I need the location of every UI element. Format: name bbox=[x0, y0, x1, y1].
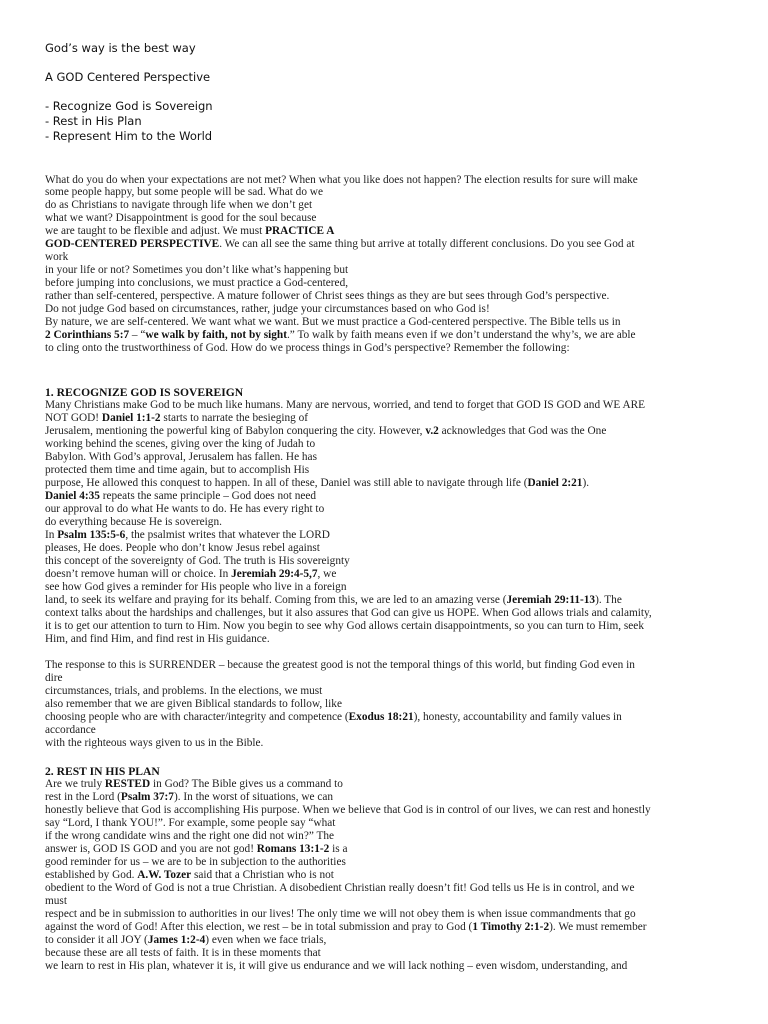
intro-line: Do not judge God based on circumstances, rather, judge your circumstances based on who God is! bbox=[45, 303, 490, 315]
intro-line: some people happy, but some people will be sad. What do we bbox=[45, 186, 323, 198]
section1-line: also remember that we are given Biblical standards to follow, like bbox=[45, 698, 342, 710]
intro-line: By nature, we are self-centered. We want what we want. But we must practice a God-centered perspective. The Bible tells us in bbox=[45, 316, 621, 328]
section2-line: because these are all tests of faith. It is in these moments that bbox=[45, 947, 321, 959]
section1-line: context talks about the hardships and challenges, but it also assures that God can give us HOPE. When God allows trials and calamity, bbox=[45, 607, 652, 619]
section2-line: Are we truly RESTED in God? The Bible gives us a command to bbox=[45, 778, 343, 790]
section-heading: 2. REST IN HIS PLAN bbox=[45, 765, 160, 778]
section2-line: to consider it all JOY (James 1:2-4) even when we face trials, bbox=[45, 934, 327, 946]
section1-line: Jerusalem, mentioning the powerful king of Babylon conquering the city. However, v.2 acknowledges that God was the One bbox=[45, 425, 607, 437]
section1-line: pleases, He does. People who don’t know Jesus rebel against bbox=[45, 542, 320, 554]
intro-line: what we want? Disappointment is good for the soul because bbox=[45, 212, 317, 224]
intro-line: work bbox=[45, 251, 69, 263]
intro-line: in your life or not? Sometimes you don’t like what’s happening but bbox=[45, 264, 349, 276]
section2-line: answer is, GOD IS GOD and you are not god! Romans 13:1-2 is a bbox=[45, 843, 348, 855]
section2-line: against the word of God! After this election, we rest – be in total submission and pray to God (1 Timothy 2:1-2). We must remember bbox=[45, 921, 647, 933]
section1-line: Him, and find Him, and find rest in His guidance. bbox=[45, 633, 270, 645]
section1-line: Babylon. With God’s approval, Jerusalem has fallen. He has bbox=[45, 451, 317, 463]
intro-line: do as Christians to navigate through life when we don’t get bbox=[45, 199, 313, 211]
section2-line: honestly believe that God is accomplishing His purpose. When we believe that God is in control of our lives, we can rest and honestly bbox=[45, 804, 651, 816]
section1-line: choosing people who are with character/integrity and competence (Exodus 18:21), honesty, accountability and family values in bbox=[45, 711, 622, 723]
intro-line: What do you do when your expectations are not met? When what you like does not happen? The election results for sure will make bbox=[45, 174, 638, 186]
section1-line: purpose, He allowed this conquest to happen. In all of these, Daniel was still able to navigate through life (Daniel 2:21). bbox=[45, 477, 590, 489]
outline-item: - Represent Him to the World bbox=[45, 129, 213, 143]
section1-line: accordance bbox=[45, 724, 96, 736]
section1-line: with the righteous ways given to us in the Bible. bbox=[45, 737, 264, 749]
section1-line: do everything because He is sovereign. bbox=[45, 516, 222, 528]
section1-line: it is to get our attention to turn to Him. Now you begin to see why God allows certain disappointments, so you can turn to Him, seek bbox=[45, 620, 644, 632]
section1-line: In Psalm 135:5-6, the psalmist writes that whatever the LORD bbox=[45, 529, 330, 541]
section1-line: working behind the scenes, giving over the king of Judah to bbox=[45, 438, 316, 450]
section1-line: our approval to do what He wants to do. He has every right to bbox=[45, 503, 325, 515]
section2-line: good reminder for us – we are to be in subjection to the authorities bbox=[45, 856, 346, 868]
section1-line: NOT GOD! Daniel 1:1-2 starts to narrate the besieging of bbox=[45, 412, 309, 424]
outline-item: - Recognize God is Sovereign bbox=[45, 99, 213, 113]
section1-line: The response to this is SURRENDER – because the greatest good is not the temporal things of this world, but finding God even in bbox=[45, 659, 635, 671]
section1-line: circumstances, trials, and problems. In the elections, we must bbox=[45, 685, 323, 697]
section1-line: protected them time and time again, but to accomplish His bbox=[45, 464, 310, 476]
section-heading: 1. RECOGNIZE GOD IS SOVEREIGN bbox=[45, 386, 244, 399]
intro-line: GOD-CENTERED PERSPECTIVE. We can all see the same thing but arrive at totally different conclusions. Do you see God at bbox=[45, 238, 635, 250]
section2-line: we learn to rest in His plan, whatever it is, it will give us endurance and we will lack nothing – even wisdom, understanding, and bbox=[45, 960, 628, 972]
intro-line: rather than self-centered, perspective. A mature follower of Christ sees things as they are but sees through God’s perspective. bbox=[45, 290, 610, 302]
document-subtitle: A GOD Centered Perspective bbox=[45, 70, 211, 84]
section1-line: land, to seek its welfare and praying for its behalf. Coming from this, we are led to an amazing verse (Jeremiah 29:11-13). The bbox=[45, 594, 622, 606]
section2-line: must bbox=[45, 895, 67, 907]
section2-line: if the wrong candidate wins and the right one did not win?” The bbox=[45, 830, 335, 842]
section2-line: rest in the Lord (Psalm 37:7). In the worst of situations, we can bbox=[45, 791, 334, 803]
intro-line: before jumping into conclusions, we must practice a God-centered, bbox=[45, 277, 349, 289]
intro-line: to cling onto the trustworthiness of God. How do we process things in God’s perspective? Remember the following: bbox=[45, 342, 570, 354]
section1-line: Many Christians make God to be much like humans. Many are nervous, worried, and tend to forget that GOD IS GOD and WE ARE bbox=[45, 399, 646, 411]
document-title: God’s way is the best way bbox=[45, 41, 196, 55]
section1-line: this concept of the sovereignty of God. The truth is His sovereignty bbox=[45, 555, 350, 567]
outline-item: - Rest in His Plan bbox=[45, 114, 142, 128]
section2-line: obedient to the Word of God is not a true Christian. A disobedient Christian really doesn’t fit! God tells us He is in control, and we bbox=[45, 882, 635, 894]
section1-line: see how God gives a reminder for His people who live in a foreign bbox=[45, 581, 347, 593]
section2-line: respect and be in submission to authorities in our lives! The only time we will not obey them is when issue commandments that go bbox=[45, 908, 636, 920]
section1-line: doesn’t remove human will or choice. In Jeremiah 29:4-5,7, we bbox=[45, 568, 337, 580]
intro-line: 2 Corinthians 5:7 – “we walk by faith, not by sight.” To walk by faith means even if we don’t understand the why’s, we are able bbox=[45, 329, 636, 341]
intro-line: we are taught to be flexible and adjust. We must PRACTICE A bbox=[45, 225, 335, 237]
section2-line: say “Lord, I thank YOU!”. For example, some people say “what bbox=[45, 817, 336, 829]
section1-line: dire bbox=[45, 672, 63, 684]
section2-line: established by God. A.W. Tozer said that a Christian who is not bbox=[45, 869, 334, 881]
section1-line: Daniel 4:35 repeats the same principle – God does not need bbox=[45, 490, 317, 502]
